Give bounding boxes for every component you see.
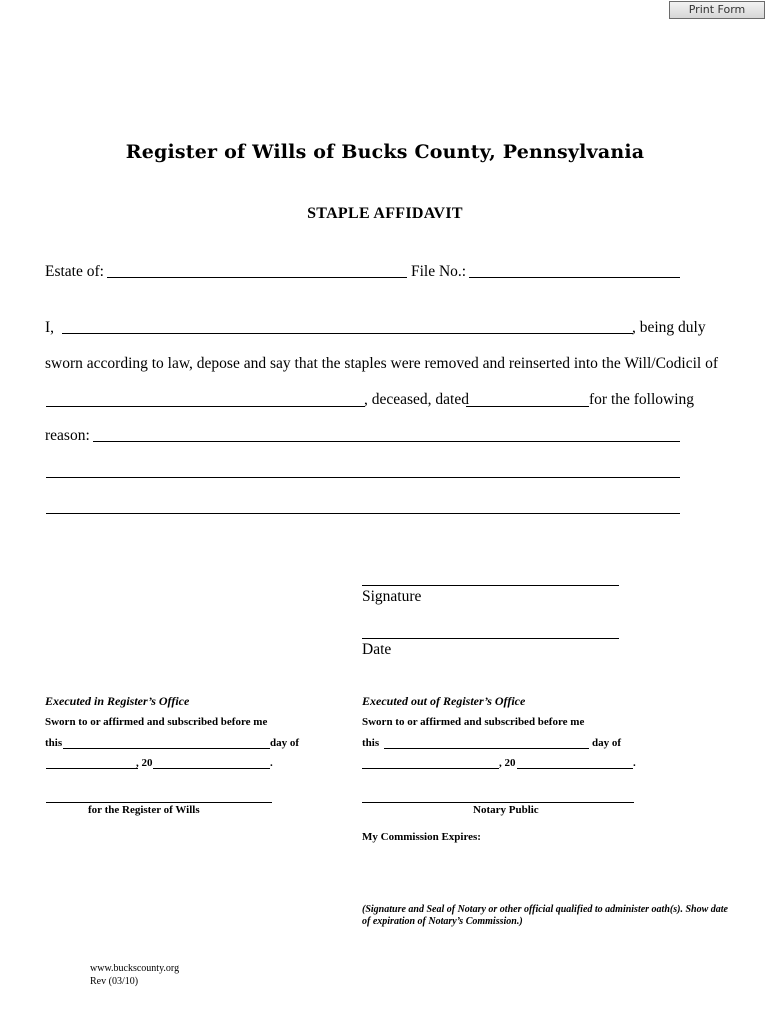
estate-label: Estate of: <box>45 263 104 280</box>
for-following-text: for the following <box>589 391 695 408</box>
right-day-field[interactable] <box>384 748 589 749</box>
commission-expires-label: My Commission Expires: <box>362 831 481 843</box>
right-year-field[interactable] <box>517 768 633 769</box>
register-signature-field[interactable] <box>46 802 272 803</box>
left-twenty-label: , 20 <box>136 757 153 769</box>
will-date-field[interactable] <box>466 406 589 407</box>
executed-out-office-heading: Executed out of Register’s Office <box>362 694 526 708</box>
notary-seal-note: (Signature and Seal of Notary or other official qualified to administer oath(s). Show date of expiration of Notary’s Commission.) <box>362 904 728 927</box>
left-day-field[interactable] <box>63 748 270 749</box>
signature-label: Signature <box>362 588 422 605</box>
register-of-wills-label: for the Register of Wills <box>88 804 200 816</box>
affiant-prefix: I, <box>45 319 55 336</box>
left-sworn-text: Sworn to or affirmed and subscribed before me <box>45 716 268 728</box>
reason-label: reason: <box>45 427 90 444</box>
right-day-of-label: day of <box>592 737 622 749</box>
file-no-field[interactable] <box>469 277 680 278</box>
signature-field[interactable] <box>362 585 619 586</box>
file-no-label: File No.: <box>411 263 467 280</box>
reason-field-line-1[interactable] <box>93 441 680 442</box>
notary-public-label: Notary Public <box>473 804 539 816</box>
form-title: STAPLE AFFIDAVIT <box>307 205 463 222</box>
register-title: Register of Wills of Bucks County, Pennsylvania <box>125 141 645 163</box>
date-field[interactable] <box>362 638 619 639</box>
deceased-dated-text: , deceased, dated <box>364 391 469 408</box>
reason-field-line-3[interactable] <box>46 513 680 514</box>
left-day-of-label: day of <box>270 737 300 749</box>
left-year-field[interactable] <box>153 768 270 769</box>
affiant-name-field[interactable] <box>62 333 633 334</box>
left-period: . <box>270 757 273 769</box>
right-month-field[interactable] <box>362 768 499 769</box>
footer-website: www.buckscounty.org <box>90 963 180 974</box>
estate-field[interactable] <box>107 277 407 278</box>
decedent-name-field[interactable] <box>46 406 365 407</box>
left-month-field[interactable] <box>46 768 138 769</box>
right-sworn-text: Sworn to or affirmed and subscribed before me <box>362 716 585 728</box>
print-form-button[interactable]: Print Form <box>669 1 765 19</box>
right-twenty-label: , 20 <box>499 757 516 769</box>
date-label: Date <box>362 641 392 658</box>
notary-signature-field[interactable] <box>362 802 634 803</box>
being-duly-text: , being duly <box>632 319 706 336</box>
footer-revision: Rev (03/10) <box>90 976 139 987</box>
left-this-label: this <box>45 737 63 749</box>
right-this-label: this <box>362 737 380 749</box>
right-period: . <box>633 757 636 769</box>
sworn-statement: sworn according to law, depose and say that the staples were removed and reinserted into the Will/Codicil of <box>45 355 719 372</box>
executed-in-office-heading: Executed in Register’s Office <box>45 694 190 708</box>
reason-field-line-2[interactable] <box>46 477 680 478</box>
